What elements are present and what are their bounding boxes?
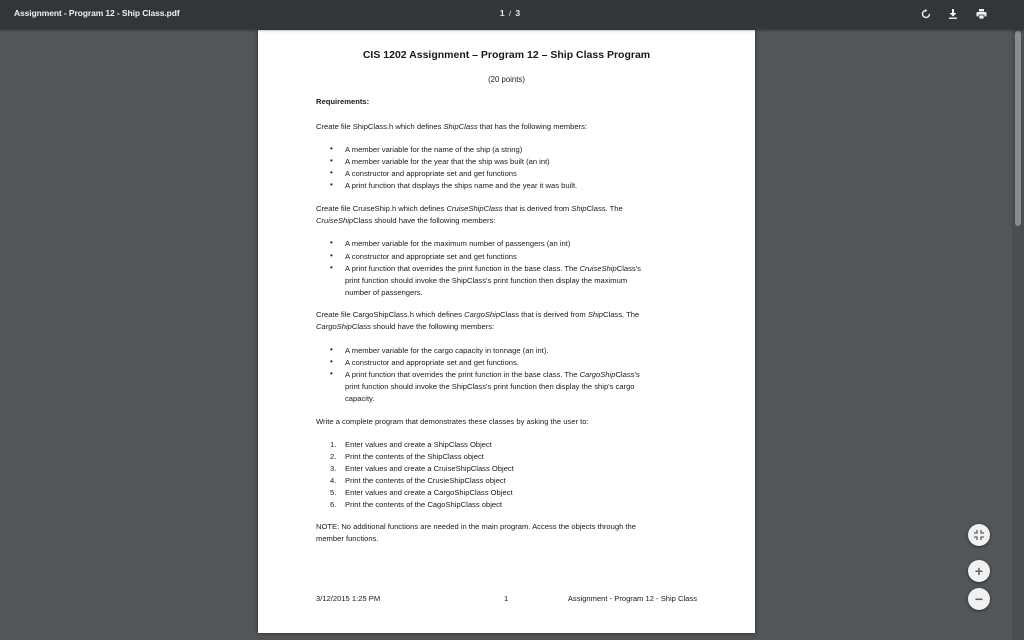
step-number: 2. — [330, 452, 337, 461]
total-pages: 3 — [515, 8, 521, 18]
step-number: 4. — [330, 476, 337, 485]
list-item: A constructor and appropriate set and get functions — [345, 169, 517, 178]
step-text: Enter values and create a CruiseShipClass Object — [345, 464, 514, 473]
scrollbar-thumb[interactable] — [1015, 31, 1021, 226]
ship-intro: Create file ShipClass.h which defines ShipClass that has the following members: — [316, 122, 587, 131]
list-item: A member variable for the cargo capacity in tonnage (an int). — [345, 346, 549, 355]
download-button[interactable] — [945, 6, 961, 22]
step-number: 6. — [330, 500, 337, 509]
fit-to-page-button[interactable] — [968, 524, 990, 546]
cruise-intro-line2: CruiseShipClass should have the following members: — [316, 216, 496, 225]
footer-date: 3/12/2015 1:25 PM — [316, 594, 381, 603]
print-button[interactable] — [973, 6, 989, 22]
list-item: A member variable for the year that the ship was built (an int) — [345, 157, 550, 166]
program-intro: Write a complete program that demonstrates these classes by asking the user to: — [316, 417, 589, 426]
document-title: Assignment - Program 12 - Ship Class.pdf — [14, 8, 180, 18]
footer-title: Assignment - Program 12 - Ship Class — [567, 594, 697, 603]
step-text: Print the contents of the CagoShipClass object — [345, 500, 503, 509]
points-text: (20 points) — [488, 75, 525, 84]
pdf-page: CIS 1202 Assignment – Program 12 – Ship Class Program (20 points) Requirements: Create file ShipClass.h which defines ShipClass that has the following members: • A member variable for the name of the ship (a string) • A member variable for the year that the ship was built (an int) • A constructor and appropriate set and get functions • A print function that displays the ships name and the year it was built. Create file CruiseShip.h which defines CruiseShipClass that is derived from ShipClass. The CruiseShipClass should have the following members: • A member variable for the maximum number of passengers (an int) • A constructor and appropriate set and get functions • A print function that overrides the print function in the base class. The CruiseShipClass's print function should invoke the ShipClass's print function then display the maximum number of passengers. Create file CargoShipClass.h which defines CargoShipClass that is derived from ShipClass. The CargoShipClass should have the following members: • A member variable for the cargo capacity in tonnage (an int). • A constructor and appropriate set and get functions. • A print function that overrides the print function in the base class. The CargoShipClass's print function should invoke the ShipClass's print function then display the ship's cargo capacity. Write a complete program that demonstrates these classes by asking the user to: 1. Enter values and create a ShipClass Object 2. Print the contents of the ShipClass object 3. Enter values and create a CruiseShipClass Object 4. Print the contents of the CrusieShipClass object 5. Enter values and create a CargoShipClass Object 6. Print the contents of the CagoShipClass object NOTE: No additional functions are needed in the main program. Access the objects through the member functions. 3/12/2015 1:25 PM 1 Assignment - Program 12 - Ship Class — [258, 30, 755, 633]
list-item: A print function that displays the ships name and the year it was built. — [345, 181, 578, 190]
pdf-toolbar — [0, 0, 1024, 29]
step-number: 1. — [330, 440, 337, 449]
list-item-continued: number of passengers. — [345, 288, 423, 297]
zoom-out-button[interactable]: − — [968, 588, 990, 610]
current-page-number[interactable]: 1 — [499, 8, 505, 18]
list-item-continued: capacity. — [345, 394, 375, 403]
rotate-button[interactable] — [918, 6, 934, 22]
list-item: A print function that overrides the print function in the base class. The CargoShipClass's — [345, 370, 640, 379]
list-item: A constructor and appropriate set and get functions — [345, 252, 517, 261]
note-line1: NOTE: No additional functions are needed in the main program. Access the objects through the — [316, 522, 636, 531]
page-heading: CIS 1202 Assignment – Program 12 – Ship Class Program — [362, 49, 651, 61]
cruise-intro-line1: Create file CruiseShip.h which defines CruiseShipClass that is derived from ShipClass. The — [316, 204, 623, 213]
step-text: Enter values and create a CargoShipClass Object — [345, 488, 513, 497]
cargo-intro-line2: CargoShipClass should have the following members: — [316, 322, 495, 331]
step-text: Print the contents of the ShipClass object — [345, 452, 484, 461]
cargo-intro-line1: Create file CargoShipClass.h which defines CargoShipClass that is derived from ShipClass. The — [316, 310, 640, 319]
zoom-in-button[interactable]: + — [968, 560, 990, 582]
download-icon — [948, 9, 958, 19]
page-indicator — [470, 8, 550, 18]
page-separator: / — [508, 9, 512, 18]
step-number: 3. — [330, 464, 337, 473]
list-item: A print function that overrides the print function in the base class. The CruiseShipClass's — [345, 264, 641, 273]
list-item-continued: print function should invoke the ShipClass's print function then display the maximum — [345, 276, 628, 285]
step-text: Enter values and create a ShipClass Object — [345, 440, 492, 449]
fit-to-page-icon — [974, 530, 984, 540]
print-icon — [976, 9, 987, 19]
step-number: 5. — [330, 488, 337, 497]
note-line2: member functions. — [316, 534, 379, 543]
step-text: Print the contents of the CrusieShipClass object — [345, 476, 506, 485]
list-item-continued: print function should invoke the ShipClass's print function then display the ship's cargo — [345, 382, 635, 391]
list-item: A member variable for the maximum number of passengers (an int) — [345, 239, 571, 248]
rotate-icon — [921, 9, 931, 19]
vertical-scrollbar[interactable] — [1012, 29, 1024, 640]
list-item: A constructor and appropriate set and get functions. — [345, 358, 519, 367]
requirements-label: Requirements: — [316, 97, 370, 106]
footer-page-number: 1 — [504, 594, 509, 603]
list-item: A member variable for the name of the ship (a string) — [345, 145, 523, 154]
